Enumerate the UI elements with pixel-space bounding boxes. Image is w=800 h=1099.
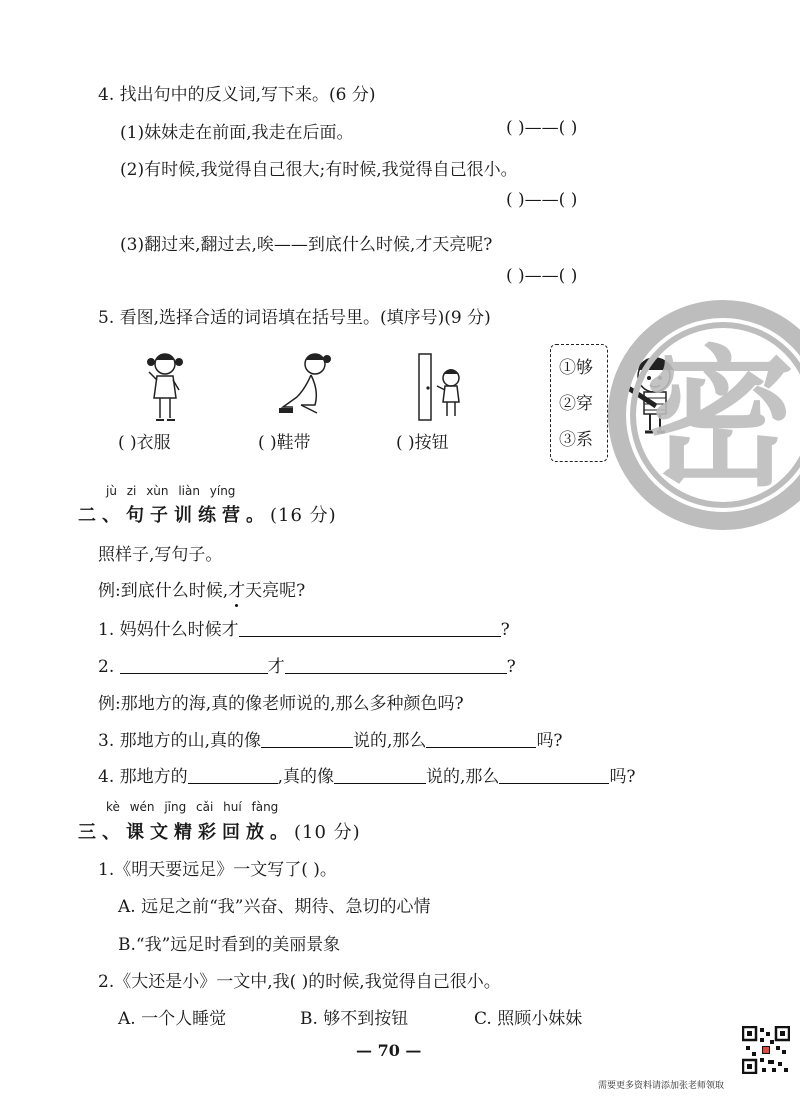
example-1-post: 天亮呢? <box>245 581 306 601</box>
item-4-b: ,真的像 <box>277 767 335 787</box>
item-4-blank-a[interactable] <box>188 767 278 784</box>
item-4 <box>98 762 636 787</box>
q5-title: 5. 看图,选择合适的词语填在括号里。(填序号)(9 分) <box>98 308 491 328</box>
section2-instruction: 照样子,写句子。 <box>98 545 223 565</box>
section3-title: 三、课文精彩回放。 <box>78 822 294 843</box>
s3-q2-option-b[interactable]: B. 够不到按钮 <box>300 1009 409 1029</box>
item-3-b: 说的,那么 <box>353 731 427 751</box>
example-1-pre: 例:到底什么时候, <box>98 581 229 601</box>
blank-clothes[interactable]: ( )衣服 <box>118 433 171 453</box>
q4-sentence-2: (2)有时候,我觉得自己很大;有时候,我觉得自己很小。 <box>120 160 518 180</box>
q4-title: 4. 找出句中的反义词,写下来。(6 分) <box>98 85 376 105</box>
answer-pair-1[interactable]: ( )——( ) <box>506 118 578 138</box>
section2-heading <box>78 501 337 527</box>
qr-code-icon[interactable] <box>742 1026 790 1074</box>
section2-points: (16 分) <box>270 505 337 526</box>
section3-pinyin: kè wén jīng cǎi huí fàng <box>106 800 279 814</box>
page-number: — 70 — <box>356 1041 422 1060</box>
item-4-d: 吗? <box>609 767 636 787</box>
item-1-end: ? <box>500 620 510 640</box>
footer-note: 需要更多资料请添加张老师领取 <box>598 1081 725 1091</box>
blank-button[interactable]: ( )按钮 <box>396 433 449 453</box>
section2-title: 二、句子训练营。 <box>78 505 270 526</box>
s3-q2: 2.《大还是小》一文中,我( )的时候,我觉得自己很小。 <box>98 972 501 992</box>
item-2-blank-b[interactable] <box>285 657 507 674</box>
item-4-blank-c[interactable] <box>499 767 609 784</box>
section3-heading <box>78 818 361 844</box>
item-2-pre: 2. <box>98 657 115 677</box>
answer-pair-3[interactable]: ( )——( ) <box>506 266 578 286</box>
s3-q1-option-a[interactable]: A. 远足之前“我”兴奋、期待、急切的心情 <box>118 897 431 917</box>
s3-q1-option-b[interactable]: B.“我”远足时看到的美丽景象 <box>118 935 341 955</box>
section3-points: (10 分) <box>294 822 361 843</box>
item-2 <box>98 652 516 677</box>
item-4-a: 4. 那地方的 <box>98 767 188 787</box>
item-2-blank-a[interactable] <box>120 657 268 674</box>
example-1 <box>98 576 305 601</box>
watermark-char: 密 <box>645 333 796 507</box>
item-3 <box>98 726 563 751</box>
answer-pair-2[interactable]: ( )——( ) <box>506 190 578 210</box>
item-2-mid: 才 <box>267 657 285 677</box>
s3-q2-option-a[interactable]: A. 一个人睡觉 <box>118 1009 227 1029</box>
item-3-blank-a[interactable] <box>261 731 353 748</box>
item-3-blank-b[interactable] <box>426 731 536 748</box>
example-1-mark: 才 <box>228 581 246 601</box>
item-3-c: 吗? <box>536 731 563 751</box>
boy-door-illustration <box>415 352 471 424</box>
item-1-blank[interactable] <box>239 620 501 637</box>
option-3: ③系 <box>559 430 593 450</box>
word-options-box <box>550 344 608 462</box>
q4-sentence-1: (1)妹妹走在前面,我走在后面。 <box>120 123 354 143</box>
blank-shoelace[interactable]: ( )鞋带 <box>258 433 311 453</box>
section2-pinyin: jù zi xùn liàn yíng <box>106 484 236 498</box>
item-1 <box>98 615 510 640</box>
girl-shoelace-illustration <box>275 350 337 422</box>
item-1-pre: 1. 妈妈什么时候才 <box>98 620 239 640</box>
s3-q2-option-c[interactable]: C. 照顾小妹妹 <box>474 1009 583 1029</box>
q4-sentence-3: (3)翻过来,翻过去,唉——到底什么时候,才天亮呢? <box>120 235 493 255</box>
example-2: 例:那地方的海,真的像老师说的,那么多种颜色吗? <box>98 694 464 714</box>
item-2-end: ? <box>506 657 516 677</box>
option-2: ②穿 <box>559 394 593 414</box>
item-4-blank-b[interactable] <box>334 767 426 784</box>
s3-q1: 1.《明天要远足》一文写了( )。 <box>98 860 337 880</box>
item-3-a: 3. 那地方的山,真的像 <box>98 731 262 751</box>
item-4-c: 说的,那么 <box>426 767 500 787</box>
girl-button-illustration <box>140 348 190 424</box>
option-1: ①够 <box>559 358 593 378</box>
